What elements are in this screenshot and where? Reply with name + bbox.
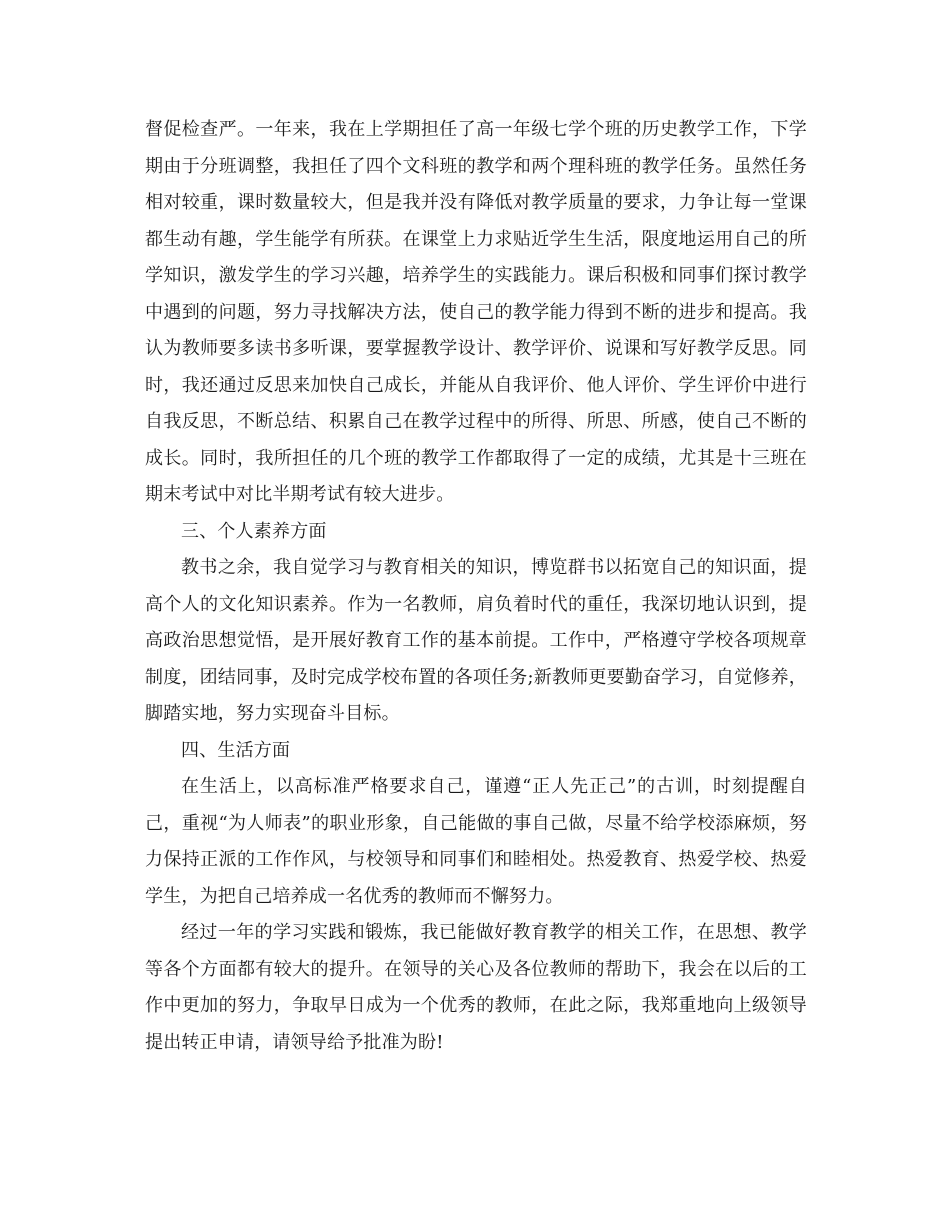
- paragraph-teaching-continued: 督促检查严。一年来，我在上学期担任了高一年级七学个班的历史教学工作，下学期由于分班调整，我担任了四个文科班的教学和两个理科班的教学任务。虽然任务相对较重，课时数量较大，但是我并没有降低对教学质量的要求，力争让每一堂课都生动有趣，学生能学有所获。在课堂上力求贴近学生生活，限度地运用自己的所学知识，激发学生的学习兴趣，培养学生的实践能力。课后积极和同事们探讨教学中遇到的问题，努力寻找解决方法，使自己的教学能力得到不断的进步和提高。我认为教师要多读书多听课，要掌握教学设计、教学评价、说课和写好教学反思。同时，我还通过反思来加快自己成长，并能从自我评价、他人评价、学生评价中进行自我反思，不断总结、积累自己在教学过程中的所得、所思、所感，使自己不断的成长。同时，我所担任的几个班的教学工作都取得了一定的成绩，尤其是十三班在期末考试中对比半期考试有较大进步。: [145, 119, 807, 505]
- section-heading-personal-quality: 三、个人素养方面: [181, 520, 327, 542]
- document-body: [145, 112, 807, 1061]
- section-heading-life: 四、生活方面: [181, 739, 291, 761]
- paragraph-life: 在生活上，以高标准严格要求自己，谨遵“正人先正己”的古训，时刻提醒自己，重视“为人师表”的职业形象，自己能做的事自己做，尽量不给学校添麻烦，努力保持正派的工作作风，与校领导和同事们和睦相处。热爱教育、热爱学校、热爱学生，为把自己培养成一名优秀的教师而不懈努力。: [145, 776, 807, 907]
- paragraph-personal-quality: 教书之余，我自觉学习与教育相关的知识，博览群书以拓宽自己的知识面，提高个人的文化知识素养。作为一名教师，肩负着时代的重任，我深切地认识到，提高政治思想觉悟，是开展好教育工作的基本前提。工作中，严格遵守学校各项规章制度，团结同事，及时完成学校布置的各项任务;新教师更要勤奋学习，自觉修养，脚踏实地，努力实现奋斗目标。: [145, 557, 807, 724]
- paragraph-conclusion: 经过一年的学习实践和锻炼，我已能做好教育教学的相关工作，在思想、教学等各个方面都有较大的提升。在领导的关心及各位教师的帮助下，我会在以后的工作中更加的努力，争取早日成为一个优秀的教师，在此之际，我郑重地向上级领导提出转正申请，请领导给予批准为盼!: [145, 922, 807, 1053]
